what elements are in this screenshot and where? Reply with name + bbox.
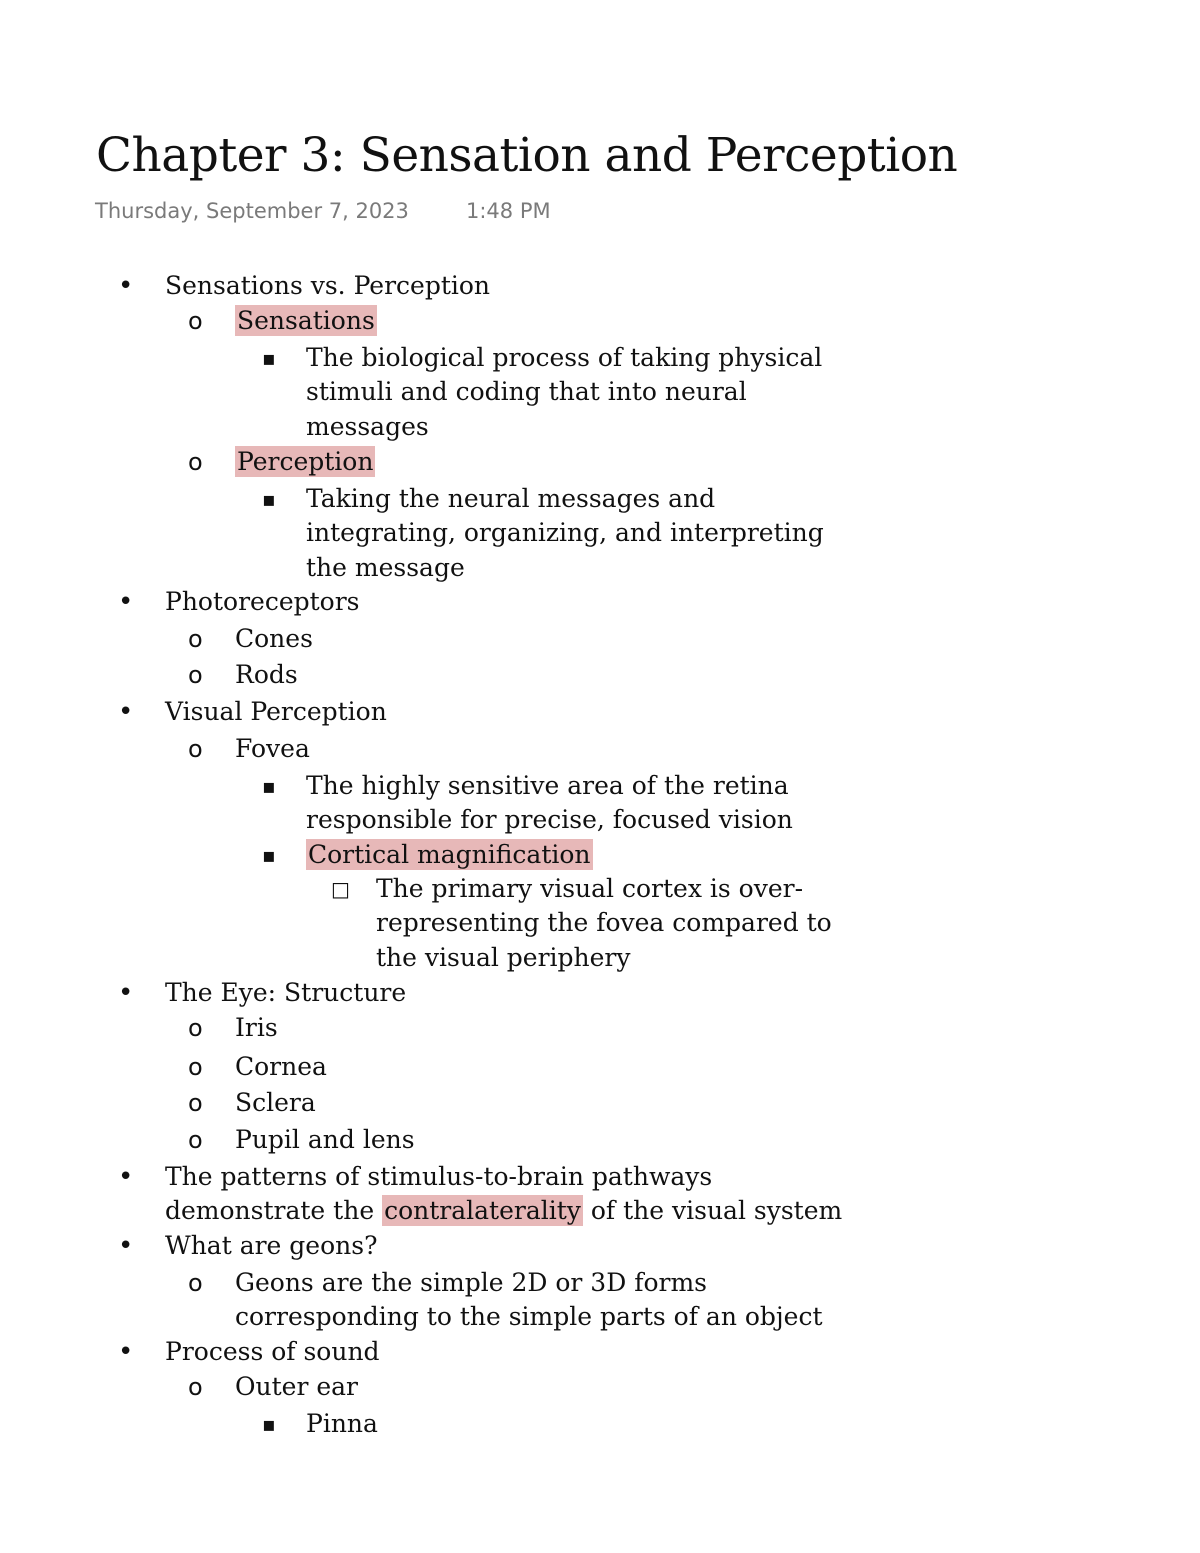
list-item: The Eye: Structure	[165, 978, 407, 1007]
highlighted-term: Cortical magnification	[308, 840, 591, 869]
bullet-level2: ▪	[262, 1412, 276, 1436]
bullet-level1: o	[188, 1053, 203, 1081]
list-item: Sensations vs. Perception	[165, 271, 491, 300]
bullet-level0: •	[118, 978, 134, 1008]
page-title: Chapter 3: Sensation and Perception	[96, 128, 958, 183]
bullet-level1: o	[188, 735, 203, 763]
highlighted-term: Sensations	[237, 306, 375, 335]
list-item: The patterns of stimulus-to-brain pathways	[165, 1162, 713, 1191]
list-item: The highly sensitive area of the retina	[306, 771, 789, 800]
highlighted-term: contralaterality	[384, 1196, 581, 1225]
list-item	[235, 445, 375, 479]
page-time: 1:48 PM	[466, 199, 551, 223]
bullet-level1: o	[188, 1373, 203, 1401]
list-item-continuation: the visual periphery	[376, 943, 631, 972]
list-item: The primary visual cortex is over-	[376, 874, 804, 903]
list-item: Taking the neural messages and	[306, 484, 716, 513]
bullet-level3: □	[331, 877, 350, 901]
list-item: Geons are the simple 2D or 3D forms	[235, 1268, 707, 1297]
bullet-level0: •	[118, 1231, 134, 1261]
bullet-level1: o	[188, 1126, 203, 1154]
list-item: Pupil and lens	[235, 1125, 415, 1154]
text-segment: of the visual system	[582, 1196, 843, 1225]
bullet-level1: o	[188, 1089, 203, 1117]
bullet-level1: o	[188, 307, 203, 335]
bullet-level2: ▪	[262, 346, 276, 370]
list-item-continuation: integrating, organizing, and interpreting	[306, 518, 824, 547]
list-item-continuation: the message	[306, 553, 465, 582]
list-item-continuation: stimuli and coding that into neural	[306, 377, 747, 406]
bullet-level2: ▪	[262, 487, 276, 511]
highlighted-term: Perception	[237, 447, 374, 476]
list-item: Rods	[235, 660, 298, 689]
bullet-level1: o	[188, 448, 203, 476]
text-segment: demonstrate the	[165, 1196, 383, 1225]
list-item: Cornea	[235, 1052, 327, 1081]
bullet-level0: •	[118, 271, 134, 301]
list-item: Sclera	[235, 1088, 316, 1117]
list-item: What are geons?	[165, 1231, 378, 1260]
list-item: Cones	[235, 624, 313, 653]
list-item	[235, 304, 377, 338]
bullet-level0: •	[118, 587, 134, 617]
page-date: Thursday, September 7, 2023	[95, 199, 409, 223]
bullet-level1: o	[188, 1269, 203, 1297]
list-item-continuation	[165, 1194, 842, 1228]
list-item: Photoreceptors	[165, 587, 360, 616]
list-item: Fovea	[235, 734, 310, 763]
list-item: Iris	[235, 1013, 278, 1042]
bullet-level1: o	[188, 625, 203, 653]
list-item: The biological process of taking physical	[306, 343, 823, 372]
list-item: Visual Perception	[165, 697, 387, 726]
bullet-level1: o	[188, 1014, 203, 1042]
list-item	[306, 838, 593, 872]
list-item-continuation: corresponding to the simple parts of an object	[235, 1302, 823, 1331]
bullet-level2: ▪	[262, 843, 276, 867]
list-item-continuation: messages	[306, 412, 429, 441]
list-item: Pinna	[306, 1409, 378, 1438]
bullet-level0: •	[118, 1162, 134, 1192]
bullet-level0: •	[118, 1337, 134, 1367]
bullet-level1: o	[188, 661, 203, 689]
list-item-continuation: representing the fovea compared to	[376, 908, 832, 937]
list-item: Process of sound	[165, 1337, 380, 1366]
list-item: Outer ear	[235, 1372, 358, 1401]
bullet-level0: •	[118, 697, 134, 727]
bullet-level2: ▪	[262, 774, 276, 798]
list-item-continuation: responsible for precise, focused vision	[306, 805, 793, 834]
